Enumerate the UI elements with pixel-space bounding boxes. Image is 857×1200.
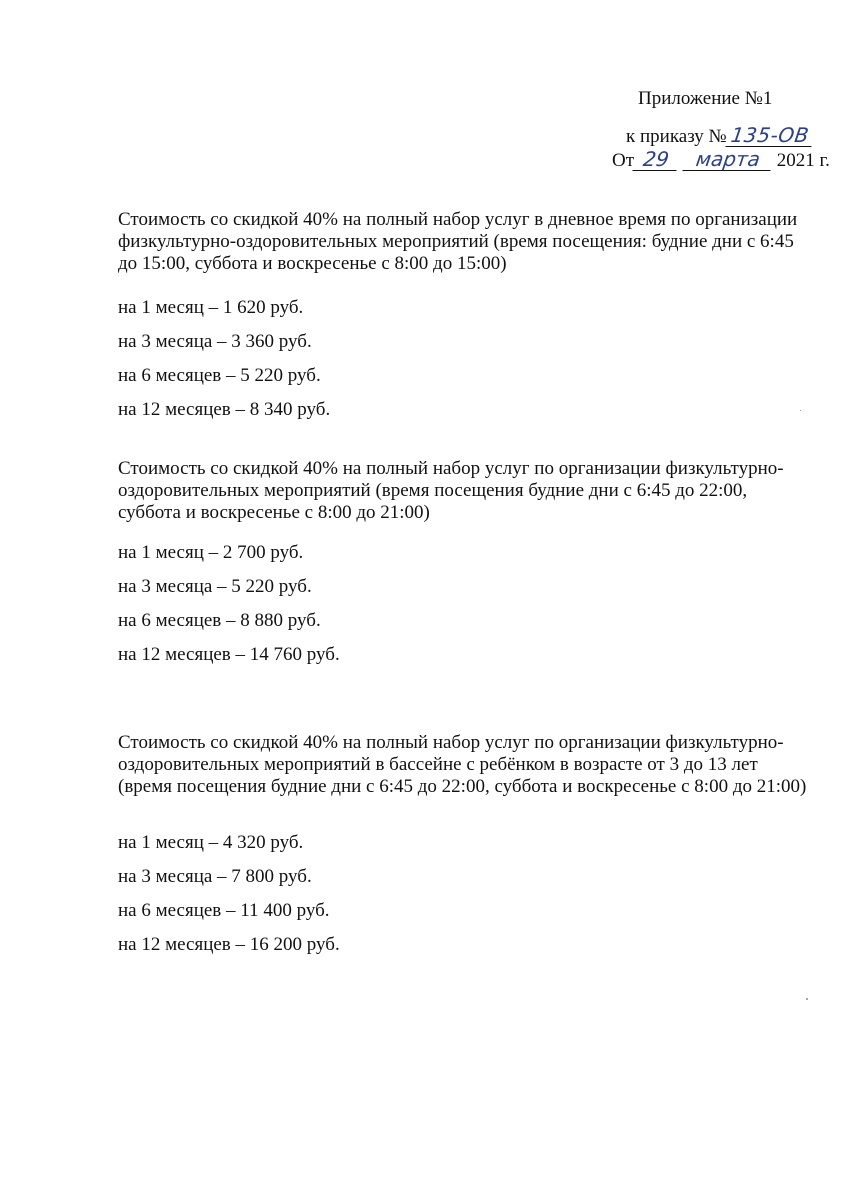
price-item: на 3 месяца – 5 220 руб.: [118, 576, 312, 597]
order-reference: [626, 124, 813, 148]
price-item: на 12 месяцев – 14 760 руб.: [118, 644, 340, 665]
price-item: на 6 месяцев – 8 880 руб.: [118, 610, 321, 631]
price-item: на 3 месяца – 7 800 руб.: [118, 866, 312, 887]
scan-speck: [806, 998, 808, 1000]
date-month-handwritten: марта: [682, 148, 773, 171]
price-item: на 1 месяц – 1 620 руб.: [118, 297, 304, 318]
price-section-daytime: [118, 209, 808, 421]
order-number-handwritten: 135-ОВ: [725, 124, 814, 147]
section-title: Стоимость со скидкой 40% на полный набор услуг в дневное время по организации физкультурно-оздоровительных мероприятий (время посещения: будние дни с 6:45 до 15:00, суббота и воскресенье с 8:00 до 15:00): [118, 209, 798, 274]
date-prefix: От: [612, 150, 635, 171]
date-suffix: 2021 г.: [776, 150, 830, 171]
price-list: [118, 542, 808, 666]
price-section-full-day: [118, 458, 808, 666]
section-title: Стоимость со скидкой 40% на полный набор услуг по организации физкультурно-оздоровительных мероприятий в бассейне с ребёнком в возрасте от 3 до 13 лет (время посещения будние дни с 6:45 до 22:00, суббота и воскресенье с 8:00 до 21:00): [118, 732, 807, 797]
price-section-pool-with-child: [118, 732, 808, 956]
price-list: [118, 297, 808, 421]
price-item: на 1 месяц – 4 320 руб.: [118, 832, 304, 853]
appendix-title: [638, 88, 772, 110]
date-day-handwritten: 29: [632, 148, 679, 171]
price-item: на 6 месяцев – 11 400 руб.: [118, 900, 330, 921]
price-item: на 1 месяц – 2 700 руб.: [118, 542, 304, 563]
price-list: [118, 832, 808, 956]
order-prefix: к приказу №: [626, 126, 727, 147]
price-item: на 12 месяцев – 8 340 руб.: [118, 399, 331, 420]
price-item: на 12 месяцев – 16 200 руб.: [118, 934, 340, 955]
scan-speck: [800, 410, 801, 411]
price-item: на 6 месяцев – 5 220 руб.: [118, 365, 321, 386]
order-date: [612, 148, 830, 172]
appendix-label: Приложение №1: [638, 88, 773, 109]
section-title: Стоимость со скидкой 40% на полный набор услуг по организации физкультурно-оздоровительных мероприятий (время посещения будние дни с 6:45 до 22:00, суббота и воскресенье с 8:00 до 21:00): [118, 458, 784, 523]
price-item: на 3 месяца – 3 360 руб.: [118, 331, 312, 352]
